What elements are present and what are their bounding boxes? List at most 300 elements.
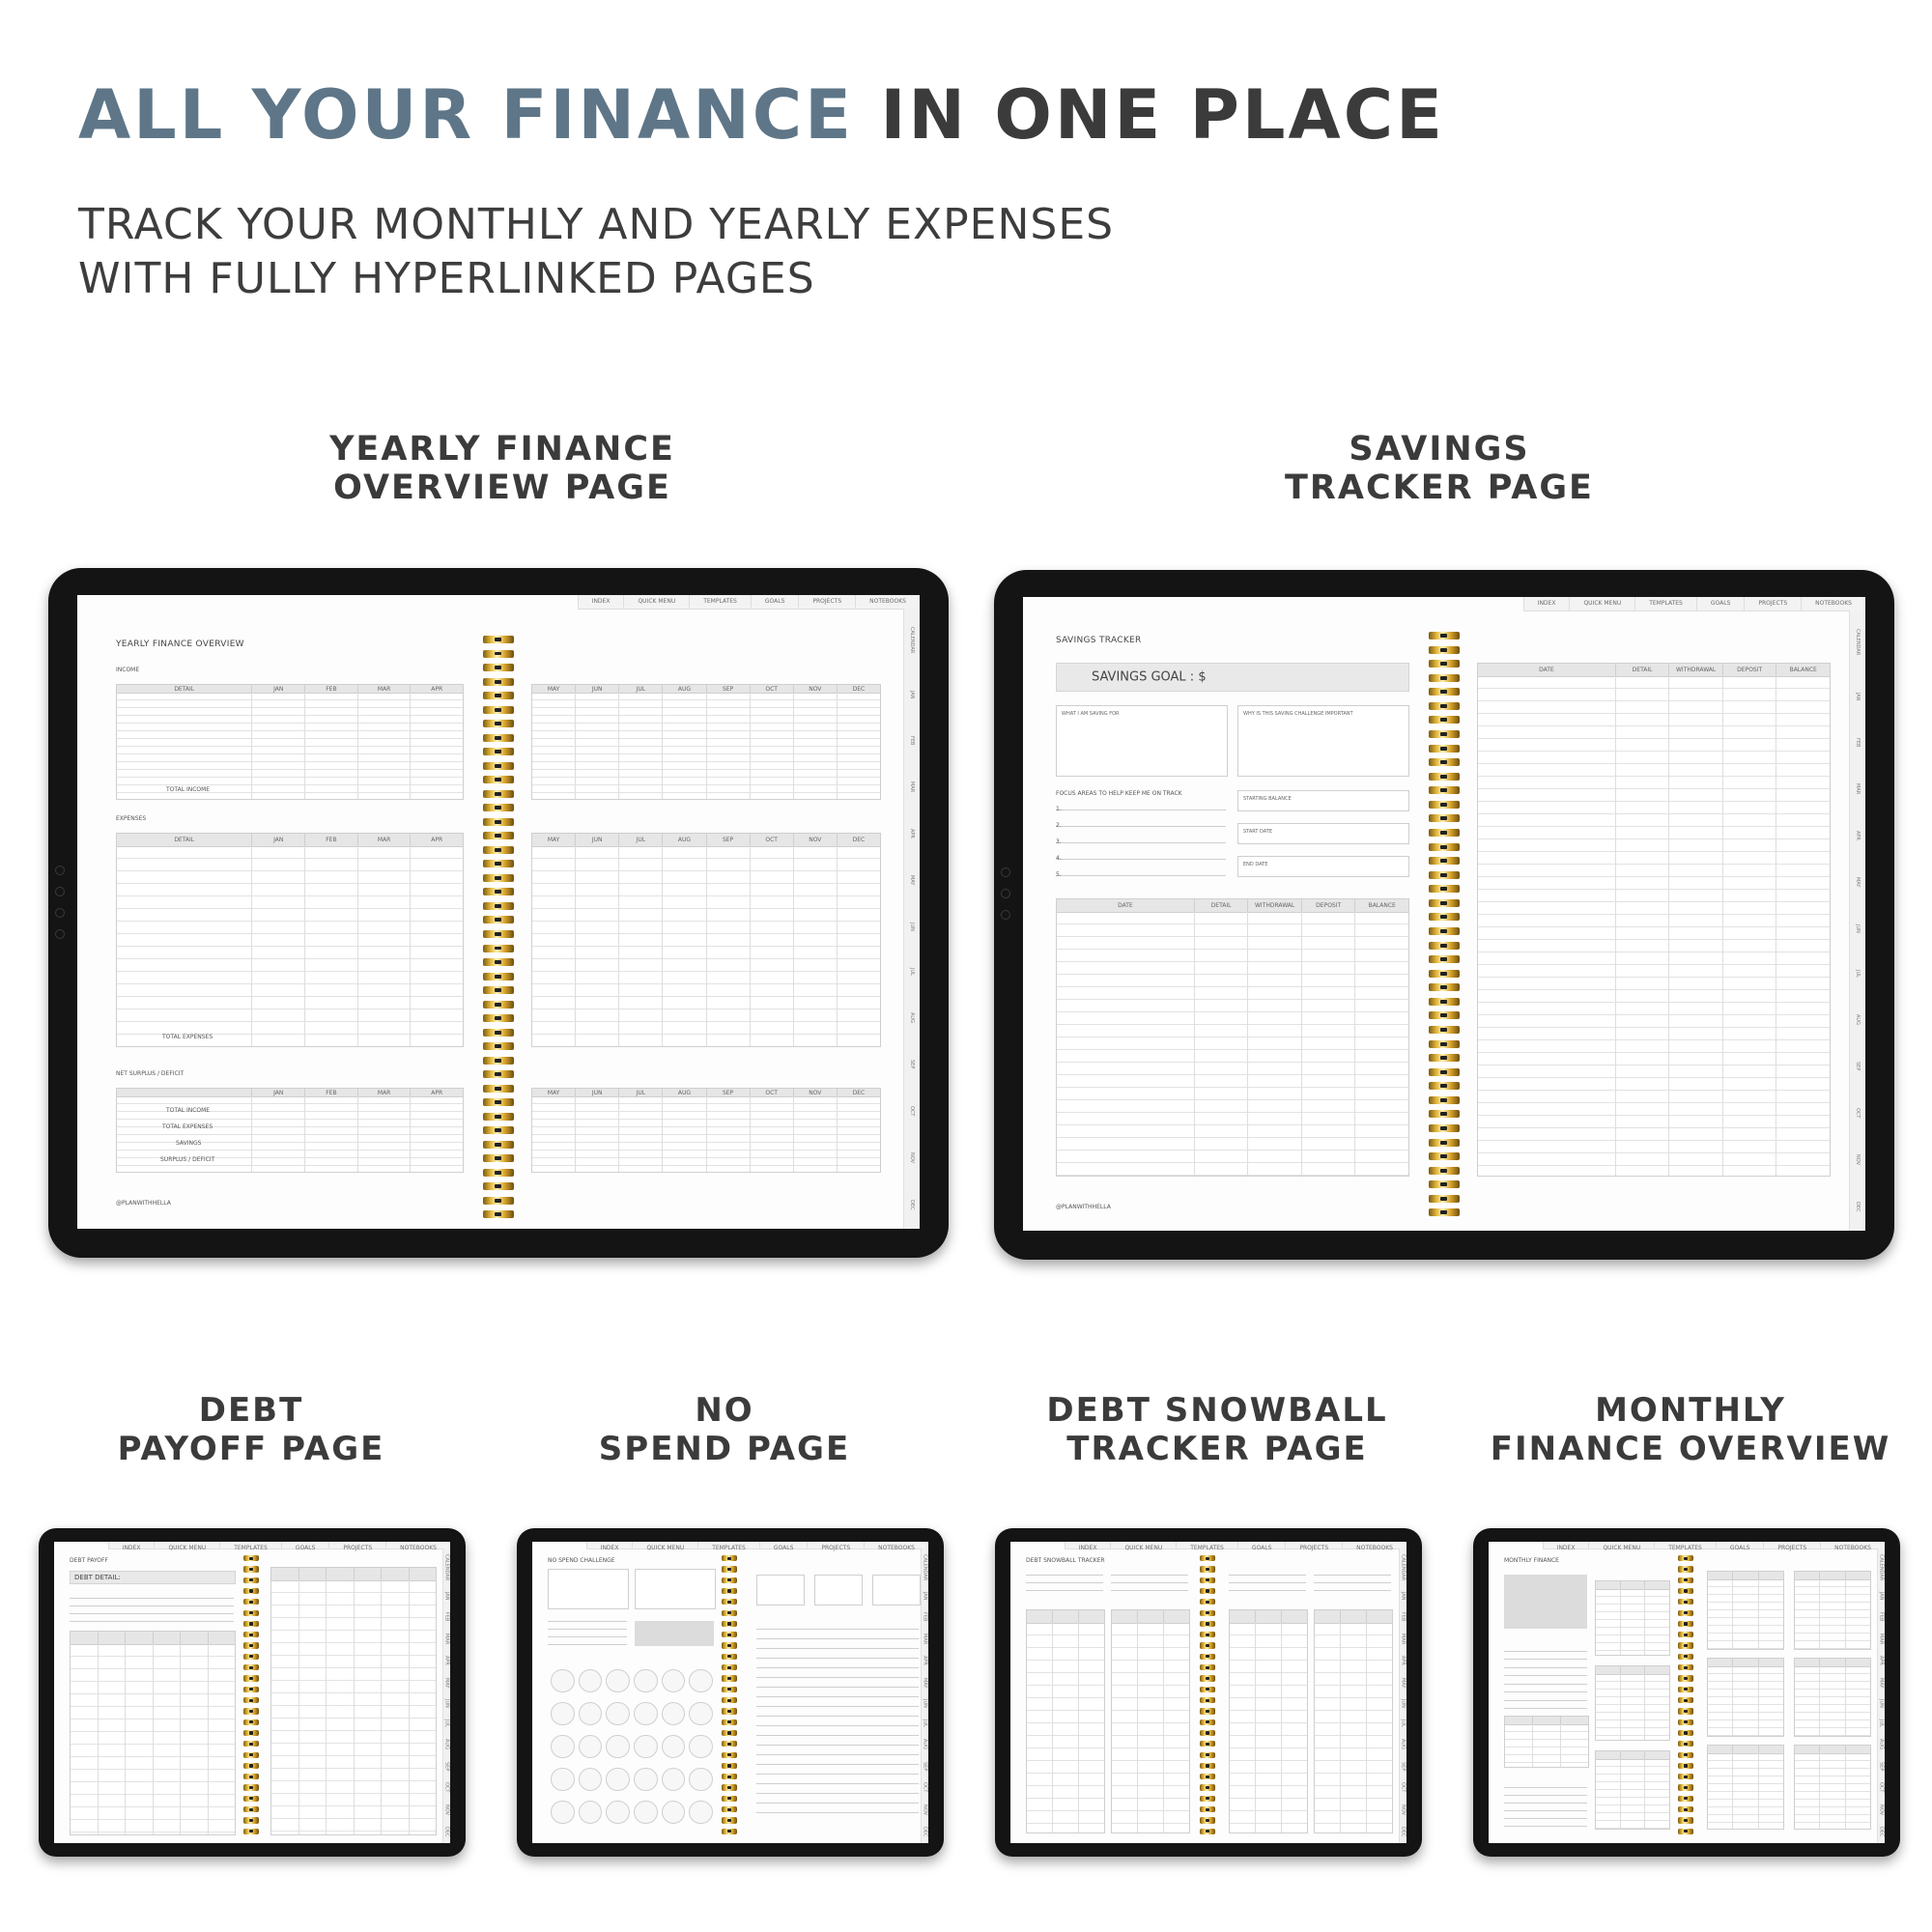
side-tab[interactable]: JUN (1400, 1699, 1406, 1709)
form-line[interactable] (548, 1636, 627, 1637)
tracker-box[interactable] (814, 1575, 863, 1605)
nav-tab[interactable]: GOALS (751, 595, 799, 609)
table-row[interactable] (1708, 1618, 1783, 1626)
table-row[interactable] (1027, 1661, 1104, 1673)
table-row[interactable] (1027, 1698, 1104, 1711)
day-circle[interactable] (689, 1702, 713, 1726)
side-tab[interactable]: NOV (1855, 1154, 1861, 1166)
side-tab[interactable]: APR (1400, 1656, 1406, 1666)
side-tab[interactable]: AUG (1855, 1013, 1861, 1025)
table-row[interactable] (1315, 1635, 1392, 1648)
side-tab[interactable]: JAN (909, 690, 916, 699)
table-row[interactable] (1596, 1605, 1669, 1612)
nav-tab[interactable]: TEMPLATES (1634, 597, 1696, 611)
side-tab[interactable]: MAR (1855, 783, 1861, 795)
form-line[interactable] (1314, 1575, 1391, 1576)
side-tab[interactable]: DEC (909, 1200, 916, 1210)
table-row[interactable] (1795, 1792, 1870, 1800)
nav-tab[interactable]: GOALS (1237, 1542, 1286, 1548)
ruled-line[interactable] (756, 1677, 919, 1678)
ruled-line[interactable] (756, 1812, 919, 1813)
table-row[interactable] (1505, 1732, 1588, 1740)
table-row[interactable] (1230, 1736, 1307, 1748)
day-circle[interactable] (606, 1669, 630, 1693)
side-tab[interactable]: AUG (909, 1011, 916, 1023)
side-tab[interactable]: OCT (1855, 1107, 1861, 1119)
focus-line-4[interactable] (1056, 855, 1226, 862)
table-row[interactable] (1505, 1724, 1588, 1732)
what-saving-for-box[interactable] (1056, 705, 1228, 777)
form-line[interactable] (70, 1613, 234, 1614)
form-line[interactable] (70, 1605, 234, 1606)
table-row[interactable] (1596, 1635, 1669, 1643)
day-circle[interactable] (579, 1801, 603, 1825)
nav-tab[interactable]: PROJECTS (1763, 1542, 1820, 1548)
table-row[interactable] (1596, 1713, 1669, 1720)
side-tab[interactable]: NOV (909, 1152, 916, 1164)
day-circle[interactable] (634, 1768, 658, 1792)
side-tab[interactable]: AUG (1400, 1739, 1406, 1750)
table-row[interactable] (1027, 1686, 1104, 1698)
table-row[interactable] (1315, 1786, 1392, 1799)
table-row[interactable] (1708, 1776, 1783, 1784)
table-row[interactable] (1795, 1579, 1870, 1587)
table-row[interactable] (1230, 1635, 1307, 1648)
day-circle[interactable] (551, 1735, 575, 1759)
side-tab[interactable]: MAY (1878, 1677, 1885, 1688)
day-circle[interactable] (634, 1669, 658, 1693)
side-tab[interactable]: JUN (1878, 1699, 1885, 1709)
day-circle[interactable] (689, 1669, 713, 1693)
ruled-line[interactable] (756, 1687, 919, 1688)
table-row[interactable] (1112, 1698, 1189, 1711)
side-tab[interactable]: NOV (443, 1804, 450, 1816)
ruled-line[interactable] (756, 1803, 919, 1804)
nav-tab[interactable]: QUICK MENU (1569, 597, 1634, 611)
table-row[interactable] (1230, 1648, 1307, 1661)
table-row[interactable] (1315, 1661, 1392, 1673)
table-row[interactable] (1708, 1690, 1783, 1697)
side-tab[interactable]: FEB (1400, 1612, 1406, 1622)
side-tab[interactable]: OCT (922, 1782, 928, 1793)
ruled-line[interactable] (1504, 1684, 1587, 1685)
side-tab[interactable]: MAY (1400, 1677, 1406, 1688)
table-row[interactable] (1596, 1805, 1669, 1813)
side-tab[interactable]: JAN (1878, 1592, 1885, 1602)
ruled-line[interactable] (756, 1648, 919, 1649)
nav-tab[interactable]: TEMPLATES (219, 1542, 281, 1548)
side-tab[interactable]: CALENDAR (1855, 629, 1861, 656)
nav-tab[interactable]: NOTEBOOKS (855, 595, 920, 609)
table-row[interactable] (1708, 1674, 1783, 1682)
table-row[interactable] (1112, 1736, 1189, 1748)
day-circle[interactable] (551, 1702, 575, 1726)
table-row[interactable] (1315, 1761, 1392, 1774)
table-row[interactable] (1795, 1720, 1870, 1728)
nav-tab[interactable]: GOALS (1716, 1542, 1764, 1548)
nav-tab[interactable]: PROJECTS (1285, 1542, 1342, 1548)
table-row[interactable] (1596, 1767, 1669, 1775)
form-line[interactable] (548, 1621, 627, 1622)
table-row[interactable] (1112, 1748, 1189, 1761)
table-row[interactable] (1708, 1720, 1783, 1728)
side-tab[interactable]: FEB (922, 1612, 928, 1622)
side-tab[interactable]: DEC (1400, 1827, 1406, 1837)
ruled-line[interactable] (756, 1667, 919, 1668)
side-tab[interactable]: APR (1855, 831, 1861, 841)
side-tab[interactable]: AUG (1878, 1739, 1885, 1750)
form-line[interactable] (70, 1598, 234, 1599)
table-row[interactable] (1708, 1753, 1783, 1761)
side-tab[interactable]: NOV (1878, 1804, 1885, 1816)
nav-tab[interactable]: INDEX (1065, 1542, 1111, 1548)
ruled-line[interactable] (1504, 1659, 1587, 1660)
form-line[interactable] (1314, 1590, 1391, 1591)
day-circle[interactable] (689, 1801, 713, 1825)
side-tab[interactable]: FEB (443, 1612, 450, 1622)
day-circle[interactable] (689, 1735, 713, 1759)
notes-box[interactable] (548, 1569, 629, 1609)
table-row[interactable] (1315, 1723, 1392, 1736)
table-row[interactable] (1112, 1648, 1189, 1661)
table-row[interactable] (1596, 1589, 1669, 1597)
nav-tab[interactable]: PROJECTS (328, 1542, 385, 1548)
day-circle[interactable] (634, 1702, 658, 1726)
day-circle[interactable] (551, 1669, 575, 1693)
table-row[interactable] (1795, 1761, 1870, 1769)
table-row[interactable] (1708, 1603, 1783, 1610)
table-row[interactable] (1505, 1740, 1588, 1747)
ruled-line[interactable] (756, 1706, 919, 1707)
side-tab[interactable]: CALENDAR (1400, 1553, 1406, 1581)
table-row[interactable] (1795, 1603, 1870, 1610)
nav-tab[interactable]: TEMPLATES (689, 595, 751, 609)
nav-tab[interactable]: NOTEBOOKS (1342, 1542, 1406, 1548)
ruled-line[interactable] (1504, 1667, 1587, 1668)
table-row[interactable] (1708, 1800, 1783, 1807)
table-row[interactable] (1596, 1690, 1669, 1697)
ruled-line[interactable] (756, 1658, 919, 1659)
table-row[interactable] (1112, 1774, 1189, 1786)
table-row[interactable] (1795, 1618, 1870, 1626)
side-tab[interactable]: MAY (922, 1677, 928, 1688)
nav-tab[interactable]: QUICK MENU (1588, 1542, 1654, 1548)
side-tab[interactable]: SEP (1878, 1761, 1885, 1772)
day-circle[interactable] (579, 1768, 603, 1792)
ruled-line[interactable] (756, 1638, 919, 1639)
table-row[interactable] (1230, 1673, 1307, 1686)
nav-tab[interactable]: QUICK MENU (623, 595, 689, 609)
side-tab[interactable]: CALENDAR (922, 1553, 928, 1581)
table-row[interactable] (1112, 1723, 1189, 1736)
table-row[interactable] (1708, 1769, 1783, 1776)
ruled-line[interactable] (1504, 1651, 1587, 1652)
ruled-line[interactable] (756, 1764, 919, 1765)
table-row[interactable] (1027, 1673, 1104, 1686)
side-tab[interactable]: AUG (922, 1739, 928, 1750)
day-circle[interactable] (606, 1801, 630, 1825)
side-tab[interactable]: JUL (909, 967, 916, 976)
starting-balance-field[interactable] (1237, 790, 1409, 811)
table-row[interactable] (1708, 1807, 1783, 1815)
nav-tab[interactable]: GOALS (281, 1542, 329, 1548)
table-row[interactable] (1112, 1686, 1189, 1698)
form-line[interactable] (1111, 1590, 1188, 1591)
ruled-line[interactable] (1504, 1818, 1587, 1819)
table-row[interactable] (1596, 1720, 1669, 1728)
day-circle[interactable] (606, 1768, 630, 1792)
table-row[interactable] (1230, 1761, 1307, 1774)
focus-line-2[interactable] (1056, 822, 1226, 829)
table-row[interactable] (1795, 1626, 1870, 1634)
ruled-line[interactable] (756, 1725, 919, 1726)
side-tab[interactable]: DEC (1878, 1827, 1885, 1837)
ruled-line[interactable] (1504, 1787, 1587, 1788)
table-row[interactable] (1795, 1682, 1870, 1690)
table-row[interactable] (1315, 1799, 1392, 1811)
table-row[interactable] (1795, 1728, 1870, 1736)
day-circle[interactable] (662, 1735, 686, 1759)
ruled-line[interactable] (756, 1745, 919, 1746)
table-row[interactable] (1315, 1648, 1392, 1661)
table-row[interactable] (1230, 1723, 1307, 1736)
side-tab[interactable]: AUG (443, 1739, 450, 1750)
side-tab[interactable]: MAY (443, 1677, 450, 1688)
side-tab[interactable]: JUL (1400, 1719, 1406, 1728)
side-tab[interactable]: JUN (909, 922, 916, 931)
form-line[interactable] (1111, 1575, 1188, 1576)
table-row[interactable] (1795, 1587, 1870, 1595)
side-tab[interactable]: OCT (1400, 1782, 1406, 1793)
table-row[interactable] (1795, 1697, 1870, 1705)
table-row[interactable] (1315, 1623, 1392, 1635)
nav-tab[interactable]: QUICK MENU (154, 1542, 219, 1548)
table-row[interactable] (1708, 1587, 1783, 1595)
table-row[interactable] (1230, 1711, 1307, 1723)
table-row[interactable] (1315, 1736, 1392, 1748)
nav-tab[interactable]: QUICK MENU (1110, 1542, 1176, 1548)
side-tab[interactable]: SEP (922, 1761, 928, 1772)
table-row[interactable] (1112, 1623, 1189, 1635)
day-circle[interactable] (551, 1801, 575, 1825)
side-tab[interactable]: MAY (909, 875, 916, 886)
day-circle[interactable] (579, 1735, 603, 1759)
nav-tab[interactable]: INDEX (578, 595, 624, 609)
side-tab[interactable]: JAN (443, 1592, 450, 1602)
form-line[interactable] (548, 1629, 627, 1630)
focus-line-5[interactable] (1056, 871, 1226, 878)
table-row[interactable] (1230, 1623, 1307, 1635)
table-row[interactable] (1708, 1610, 1783, 1618)
table-row[interactable] (1027, 1635, 1104, 1648)
side-tab[interactable]: JUL (443, 1719, 450, 1728)
table-row[interactable] (1112, 1635, 1189, 1648)
form-line[interactable] (1314, 1582, 1391, 1583)
side-tab[interactable]: JUN (922, 1699, 928, 1709)
day-circle[interactable] (579, 1669, 603, 1693)
table-row[interactable] (1315, 1698, 1392, 1711)
side-tab[interactable]: JAN (1855, 692, 1861, 701)
tracker-box[interactable] (872, 1575, 921, 1605)
day-circle[interactable] (689, 1768, 713, 1792)
nav-tab[interactable]: NOTEBOOKS (1801, 597, 1865, 611)
table-row[interactable] (1505, 1755, 1588, 1763)
table-row[interactable] (1795, 1666, 1870, 1674)
table-row[interactable] (1708, 1641, 1783, 1649)
day-circle[interactable] (606, 1702, 630, 1726)
nav-tab[interactable]: TEMPLATES (697, 1542, 759, 1548)
form-line[interactable] (1026, 1582, 1103, 1583)
ruled-line[interactable] (756, 1783, 919, 1784)
side-tab[interactable]: CALENDAR (1878, 1553, 1885, 1581)
table-row[interactable] (1027, 1711, 1104, 1723)
day-circle[interactable] (606, 1735, 630, 1759)
side-tab[interactable]: APR (909, 829, 916, 839)
ruled-line[interactable] (756, 1793, 919, 1794)
side-tab[interactable]: FEB (1855, 737, 1861, 747)
side-tab[interactable]: APR (922, 1656, 928, 1666)
side-tab[interactable]: JUN (443, 1699, 450, 1709)
table-row[interactable] (1027, 1623, 1104, 1635)
side-tab[interactable]: MAR (909, 781, 916, 793)
table-row[interactable] (1112, 1811, 1189, 1824)
why-important-box[interactable] (1237, 705, 1409, 777)
day-circle[interactable] (662, 1801, 686, 1825)
table-row[interactable] (1230, 1786, 1307, 1799)
table-row[interactable] (1795, 1634, 1870, 1641)
form-line[interactable] (548, 1644, 627, 1645)
nav-tab[interactable]: PROJECTS (807, 1542, 864, 1548)
table-row[interactable] (1596, 1697, 1669, 1705)
table-row[interactable] (1027, 1761, 1104, 1774)
table-row[interactable] (1112, 1786, 1189, 1799)
table-row[interactable] (1505, 1747, 1588, 1755)
ruled-line[interactable] (1504, 1803, 1587, 1804)
table-row[interactable] (1230, 1811, 1307, 1824)
table-row[interactable] (1795, 1690, 1870, 1697)
nav-tab[interactable]: INDEX (586, 1542, 633, 1548)
table-row[interactable] (1027, 1811, 1104, 1824)
nav-tab[interactable]: NOTEBOOKS (385, 1542, 450, 1548)
day-circle[interactable] (634, 1801, 658, 1825)
table-row[interactable] (1596, 1674, 1669, 1682)
ruled-line[interactable] (1504, 1810, 1587, 1811)
table-row[interactable] (1315, 1774, 1392, 1786)
side-tab[interactable]: SEP (1855, 1062, 1861, 1071)
nav-tab[interactable]: TEMPLATES (1654, 1542, 1716, 1548)
table-row[interactable] (1596, 1782, 1669, 1790)
side-tab[interactable]: DEC (922, 1827, 928, 1837)
table-row[interactable] (1596, 1682, 1669, 1690)
table-row[interactable] (1596, 1612, 1669, 1620)
form-line[interactable] (1026, 1575, 1103, 1576)
table-row[interactable] (1112, 1673, 1189, 1686)
nav-tab[interactable]: INDEX (108, 1542, 155, 1548)
side-tab[interactable]: OCT (443, 1782, 450, 1793)
table-row[interactable] (1708, 1666, 1783, 1674)
table-row[interactable] (1708, 1579, 1783, 1587)
side-tab[interactable]: SEP (443, 1761, 450, 1772)
table-row[interactable] (1596, 1821, 1669, 1829)
table-row[interactable] (1315, 1748, 1392, 1761)
table-row[interactable] (1708, 1713, 1783, 1720)
table-row[interactable] (1230, 1799, 1307, 1811)
side-tab[interactable]: SEP (1400, 1761, 1406, 1772)
side-tab[interactable]: APR (1878, 1656, 1885, 1666)
tracker-box[interactable] (756, 1575, 805, 1605)
table-row[interactable] (1596, 1628, 1669, 1635)
ruled-line[interactable] (1504, 1795, 1587, 1796)
table-row[interactable] (1027, 1799, 1104, 1811)
day-circle[interactable] (662, 1669, 686, 1693)
nav-tab[interactable]: NOTEBOOKS (864, 1542, 928, 1548)
table-row[interactable] (1596, 1759, 1669, 1767)
table-row[interactable] (1027, 1723, 1104, 1736)
table-row[interactable] (1112, 1761, 1189, 1774)
table-row[interactable] (1795, 1769, 1870, 1776)
nav-tab[interactable]: INDEX (1523, 597, 1570, 611)
day-circle[interactable] (579, 1702, 603, 1726)
side-tab[interactable]: OCT (909, 1105, 916, 1117)
table-row[interactable] (1315, 1673, 1392, 1686)
table-row[interactable] (1230, 1748, 1307, 1761)
table-row[interactable] (1795, 1807, 1870, 1815)
nav-tab[interactable]: TEMPLATES (1176, 1542, 1237, 1548)
ruled-line[interactable] (756, 1754, 919, 1755)
table-row[interactable] (1596, 1643, 1669, 1651)
table-row[interactable] (1596, 1705, 1669, 1713)
table-row[interactable] (1112, 1661, 1189, 1673)
table-row[interactable] (1230, 1698, 1307, 1711)
form-line[interactable] (1026, 1590, 1103, 1591)
table-row[interactable] (1708, 1728, 1783, 1736)
table-row[interactable] (1708, 1595, 1783, 1603)
table-row[interactable] (1596, 1597, 1669, 1605)
table-row[interactable] (1795, 1595, 1870, 1603)
side-tab[interactable]: JUL (1855, 969, 1861, 978)
side-tab[interactable]: CALENDAR (909, 627, 916, 654)
table-row[interactable] (1112, 1711, 1189, 1723)
table-row[interactable] (1230, 1774, 1307, 1786)
form-line[interactable] (1229, 1590, 1306, 1591)
side-tab[interactable]: MAR (1878, 1633, 1885, 1645)
side-tab[interactable]: MAR (443, 1633, 450, 1645)
table-row[interactable] (1795, 1776, 1870, 1784)
table-row[interactable] (1708, 1815, 1783, 1823)
side-tab[interactable]: DEC (1855, 1202, 1861, 1212)
side-tab[interactable]: MAR (922, 1633, 928, 1645)
table-row[interactable] (1708, 1626, 1783, 1634)
nav-tab[interactable]: GOALS (1696, 597, 1745, 611)
focus-line-3[interactable] (1056, 838, 1226, 845)
side-tab[interactable]: JUN (1855, 923, 1861, 933)
ruled-line[interactable] (756, 1774, 919, 1775)
table-row[interactable] (1230, 1661, 1307, 1673)
table-row[interactable] (1596, 1790, 1669, 1798)
table-row[interactable] (1315, 1811, 1392, 1824)
table-row[interactable] (1596, 1813, 1669, 1821)
side-tab[interactable]: JAN (1400, 1592, 1406, 1602)
table-row[interactable] (1708, 1761, 1783, 1769)
table-row[interactable] (1795, 1641, 1870, 1649)
table-row[interactable] (1795, 1753, 1870, 1761)
ruled-line[interactable] (1504, 1700, 1587, 1701)
day-circle[interactable] (662, 1702, 686, 1726)
table-row[interactable] (1027, 1786, 1104, 1799)
table-row[interactable] (1596, 1620, 1669, 1628)
nav-tab[interactable]: PROJECTS (798, 595, 855, 609)
table-row[interactable] (1596, 1775, 1669, 1782)
